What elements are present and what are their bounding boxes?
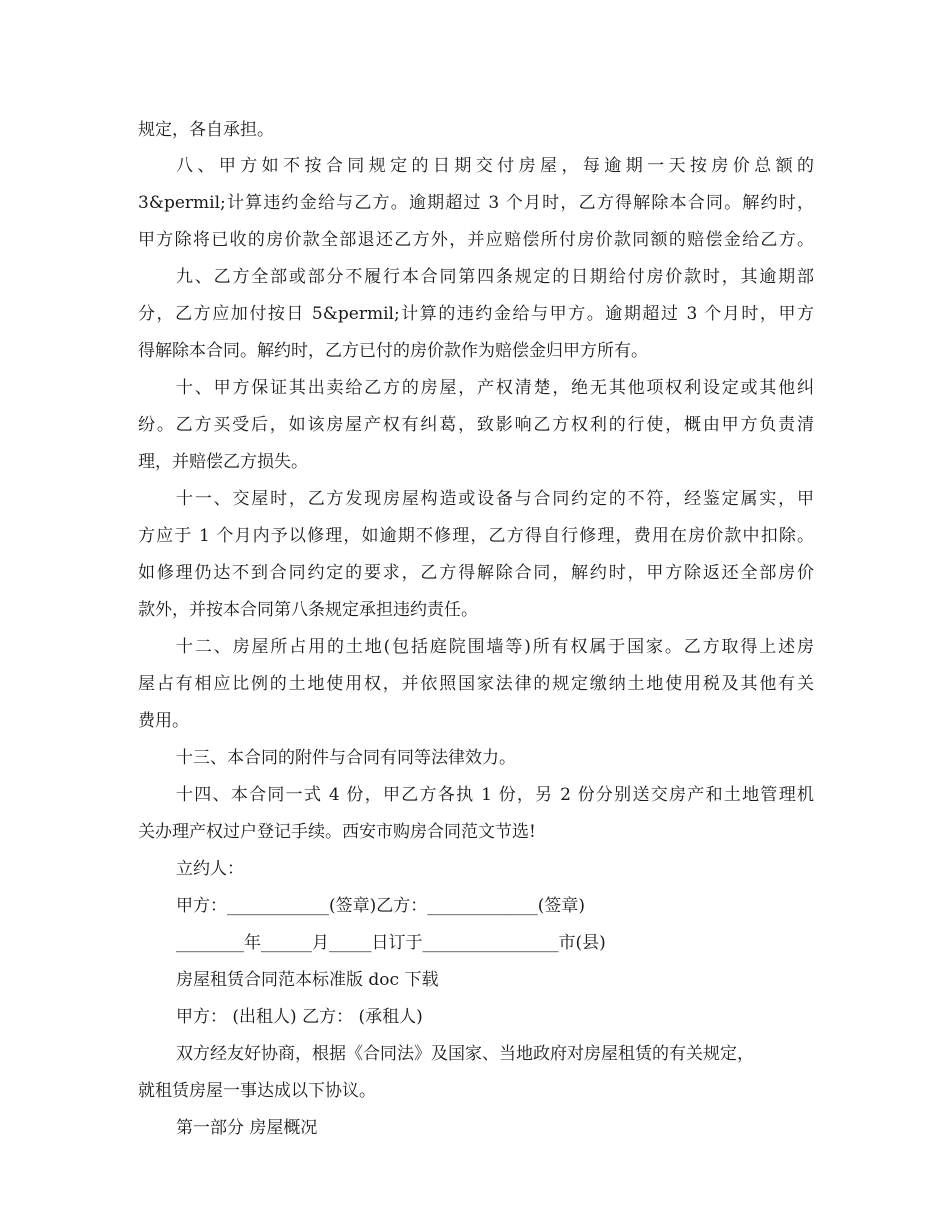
text-line: 方应于 1 个月内予以修理，如逾期不修理，乙方得自行修理，费用在房价款中扣除。 bbox=[138, 526, 814, 546]
text-line: 3&permil;计算违约金给与乙方。逾期超过 3 个月时，乙方得解除本合同。解约时， bbox=[138, 193, 814, 213]
text-line: 立约人： bbox=[176, 859, 244, 879]
text-line: 如修理仍达不到合同约定的要求，乙方得解除合同，解约时，甲方除返还全部房价 bbox=[138, 563, 814, 583]
text-line: 十三、本合同的附件与合同有同等法律效力。 bbox=[176, 748, 516, 768]
parties-line: 甲方： (出租人) 乙方： (承租人) bbox=[176, 1007, 423, 1027]
text-line: 十四、本合同一式 4 份，甲乙方各执 1 份，另 2 份分别送交房产和土地管理机 bbox=[176, 785, 814, 805]
text-line: 十一、交屋时，乙方发现房屋构造或设备与合同约定的不符，经鉴定属实，甲 bbox=[176, 489, 814, 509]
text-line: 八、甲方如不按合同规定的日期交付房屋，每逾期一天按房价总额的 bbox=[176, 156, 814, 176]
text-line: 屋占有相应比例的土地使用权，并依照国家法律的规定缴纳土地使用税及其他有关 bbox=[138, 674, 814, 694]
date-line: ________年______月_____日订于________________市(县) bbox=[176, 933, 606, 953]
text-line: 费用。 bbox=[138, 711, 189, 731]
text-line: 关办理产权过户登记手续。西安市购房合同范文节选! bbox=[138, 822, 536, 842]
text-line: 分，乙方应加付按日 5&permil;计算的违约金给与甲方。逾期超过 3 个月时，甲方 bbox=[138, 304, 814, 324]
section-heading: 第一部分 房屋概况 bbox=[176, 1118, 318, 1138]
text-line: 理，并赔偿乙方损失。 bbox=[138, 452, 308, 472]
text-line: 规定，各自承担。 bbox=[138, 120, 274, 140]
text-line: 得解除本合同。解约时，乙方已付的房价款作为赔偿金归甲方所有。 bbox=[138, 341, 648, 361]
text-line: 纷。乙方买受后，如该房屋产权有纠葛，致影响乙方权利的行使，概由甲方负责清 bbox=[138, 415, 814, 435]
signature-line: 甲方：____________(签章)乙方：_____________(签章) bbox=[176, 896, 586, 916]
text-line: 十、甲方保证其出卖给乙方的房屋，产权清楚，绝无其他项权利设定或其他纠 bbox=[176, 378, 814, 398]
text-line: 九、乙方全部或部分不履行本合同第四条规定的日期给付房价款时，其逾期部 bbox=[176, 267, 814, 287]
text-line: 十二、房屋所占用的土地(包括庭院围墙等)所有权属于国家。乙方取得上述房 bbox=[176, 637, 814, 657]
text-line: 甲方除将已收的房价款全部退还乙方外，并应赔偿所付房价款同额的赔偿金给乙方。 bbox=[138, 230, 814, 250]
text-line: 双方经友好协商，根据《合同法》及国家、当地政府对房屋租赁的有关规定， bbox=[176, 1044, 754, 1064]
text-line: 就租赁房屋一事达成以下协议。 bbox=[138, 1081, 376, 1101]
section-title: 房屋租赁合同范本标准版 doc 下载 bbox=[176, 970, 439, 990]
text-line: 款外，并按本合同第八条规定承担违约责任。 bbox=[138, 600, 478, 620]
